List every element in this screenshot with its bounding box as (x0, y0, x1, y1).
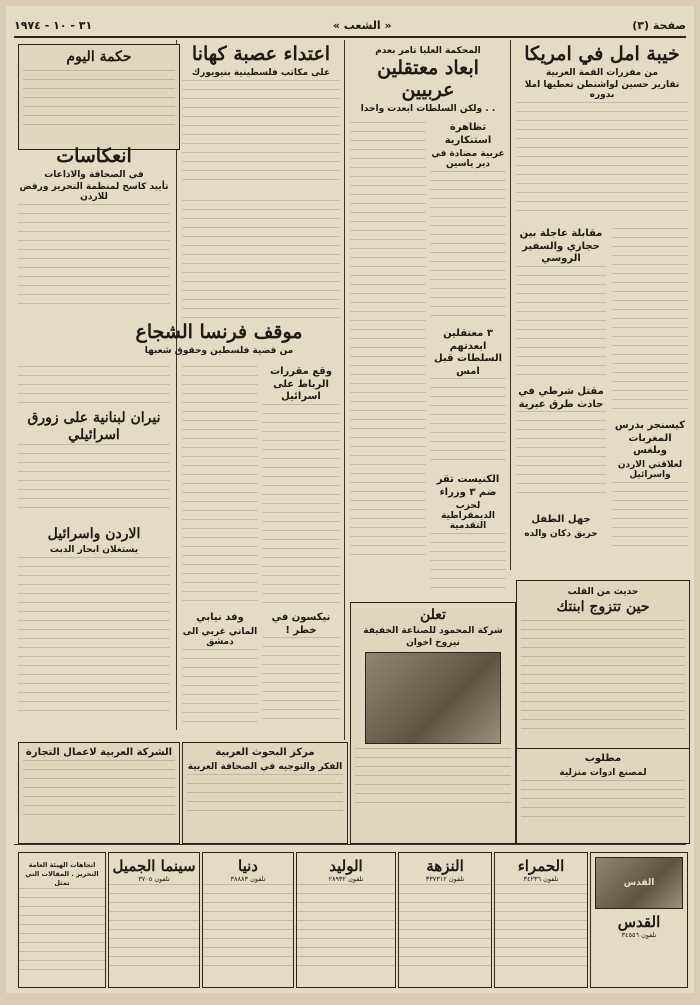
article-kahana (182, 44, 340, 194)
headline-wanted: مطلوب (584, 753, 622, 764)
issue-date: ٣١ - ١٠ - ١٩٧٤ (14, 18, 93, 32)
subhead-america: من مقررات القمة العربية (545, 67, 659, 78)
article-wanted (516, 748, 690, 844)
body-text (495, 884, 587, 970)
footer-ad (18, 852, 106, 988)
subhead2-reflections: تأييد كاسح لمنظمة التحرير ورفض للاردن (19, 181, 169, 202)
headline-clash: مقتل شرطي في حادث طرق عبرية (518, 386, 604, 410)
subhead-arab-office: الفكر والتوجيه في الصحافة العربية (187, 761, 343, 772)
article-child (516, 514, 606, 574)
subhead-reflections: في الصحافة والاذاعات (44, 169, 144, 180)
article-arrests (430, 328, 506, 468)
headline-israelis: ابعاد معتقلين عربيين (377, 57, 479, 101)
article-america (516, 44, 688, 220)
cinema-name-5: سينما الجميل (112, 857, 196, 875)
cinema-ad-2 (398, 852, 492, 988)
article-lebanon (18, 410, 170, 520)
headline-lebanon: نيران لبنانية على زورق اسرائيلي (27, 410, 161, 443)
kicker-israelis: المحكمة العليا تامر بعدم (375, 46, 481, 56)
cinema-phone-3: تلفون ٢٨٩٣٢ (328, 875, 364, 883)
headline-reflections: انعكاسات (56, 146, 132, 167)
cinema-phone-4: تلفون ٣٨٨٨٣ (230, 875, 266, 883)
body-text (182, 366, 258, 606)
cinema-phone-5: تلفون ٣٧٠٥ (138, 875, 170, 883)
article-notice (350, 602, 516, 844)
body-text (612, 228, 688, 414)
article-demo (430, 122, 506, 322)
body-text (18, 366, 170, 406)
headline-notice: تعلن (420, 607, 446, 623)
body-text (430, 378, 506, 468)
article-clash (516, 386, 606, 506)
column-text (18, 366, 170, 406)
headline-arrests: ٣ معتقلين ابعدتهم السلطات قبل امس (433, 328, 503, 377)
headline-nixon: نيكسون في خطر ! (271, 612, 331, 636)
article-rabat (262, 366, 340, 606)
body-text (23, 760, 175, 820)
body-text (516, 102, 688, 214)
headline-rabat: وقع مقررات الرباط على اسرائيل (270, 366, 332, 402)
article-france (98, 322, 340, 362)
headline-knesset: الكنيست تقر ضم ٣ وزراء (436, 474, 500, 498)
body-text (203, 884, 293, 970)
body-text (262, 404, 340, 604)
masthead (14, 14, 686, 38)
headline-arab-office: مركز البحوث العربية (215, 747, 315, 758)
body-text (521, 780, 685, 824)
body-text (516, 266, 606, 376)
subhead-adbox: شركة المحمود للصناعة الخفيفة (363, 625, 503, 636)
headline-delegation: وفد نيابي (196, 612, 244, 623)
body-text (521, 620, 685, 730)
subhead-knesset: لحزب الديمقراطية التقدمية (441, 501, 495, 531)
subhead-france: من قضية فلسطين وحقوق شعبها (144, 345, 294, 356)
subhead-kahana: على مكاتب فلسطينية بنيويورك (191, 67, 331, 78)
headline-jordan: الاردن واسرائيل (47, 526, 141, 542)
article-delegation (182, 612, 258, 732)
newspaper-page (6, 6, 694, 993)
cinema-name-2: النزهة (426, 857, 464, 875)
article-nixon (262, 612, 340, 732)
cinema-ad-0 (590, 852, 688, 988)
cinema-phone-1: تلفون ٣٤٢٣٦ (523, 875, 559, 883)
cinema-name-3: الوليد (329, 857, 363, 875)
body-text (182, 649, 258, 725)
article-israelis (350, 44, 506, 114)
cinema-name-0: القدس (617, 913, 661, 931)
subhead-wanted: لمصنع ادوات منزلية (559, 767, 647, 778)
body-text (182, 200, 340, 318)
article-jordan (18, 526, 170, 736)
body-text (18, 204, 170, 304)
body-text (23, 70, 175, 128)
cinema-logo (595, 857, 683, 909)
kicker-heart: حديث من القلب (567, 587, 639, 597)
body-text (19, 888, 105, 978)
body-text (355, 748, 511, 808)
article-knesset (430, 474, 506, 594)
page-number: صفحة (٣) (632, 18, 686, 32)
body-text (109, 884, 199, 970)
body-text (187, 774, 343, 818)
cinema-phone-0: تلفون ٣٤٥٥٦ (621, 931, 657, 939)
subhead-israelis: . . ولكن السلطات ابعدت واحدا (360, 103, 496, 114)
column-text (182, 200, 340, 318)
cinema-phone-2: تلفون ٣٣٧٣١٢ (425, 875, 465, 883)
subhead-kissinger: لعلاقتي الاردن واسرائيل (617, 459, 683, 480)
article-kissinger (612, 420, 688, 550)
headline-demo: تظاهرة استنكارية (444, 122, 492, 146)
body-text (430, 533, 506, 594)
column-text (350, 122, 426, 562)
footer-ad-text: اتجاهات الهيئة العامة التحرير . المقالات التي تمثل (25, 861, 99, 887)
body-text (18, 444, 170, 514)
cinema-logo-label: القدس (623, 878, 655, 888)
article-arab-office (182, 742, 348, 844)
headline-hikma: حكمة اليوم (66, 49, 132, 65)
subhead-demo: عربية مضادة في دير ياسين (431, 149, 505, 169)
column-text (182, 366, 258, 606)
headline-france: موقف فرنسا الشجاع (135, 322, 303, 343)
headline-heart: حين تتزوج ابنتك (556, 599, 650, 615)
subhead-delegation: الماني غربي الى دمشق (182, 626, 258, 647)
column-text (612, 228, 688, 414)
article-reflections (18, 146, 170, 316)
headline-america: خيبة امل في امريكا (524, 44, 680, 65)
body-text (297, 884, 395, 970)
headline-trade: الشركة العربية لاعمال التجارة (25, 747, 173, 758)
article-hikma (18, 44, 180, 150)
body-text (182, 80, 340, 184)
body-text (612, 482, 688, 551)
cinema-name-1: الحمراء (517, 857, 565, 875)
headline-kahana: اعتداء عصبة كهانا (191, 44, 331, 65)
headline-child: جهل الطفل (531, 514, 591, 525)
body-text (516, 411, 606, 497)
body-text (262, 637, 340, 727)
body-text (399, 884, 491, 970)
cinema-name-4: دنيا (238, 857, 258, 875)
headline-meeting: مقابلة عاجلة بين حجازي والسفير الروسي (519, 228, 603, 264)
scaffold-photo (365, 652, 501, 744)
paper-name: « الشعب » (332, 18, 392, 32)
headline-kissinger: كيسنجر بدرس المغربات وبلغس (614, 420, 686, 456)
body-text (430, 171, 506, 321)
subhead-child: حريق دكان والده (524, 528, 598, 539)
subhead-jordan: يستغلان ابحار الدبت (49, 544, 139, 555)
cinema-ad-5 (108, 852, 200, 988)
subhead2-adbox: نيروخ اخوان (406, 637, 460, 648)
cinema-ad-1 (494, 852, 588, 988)
subhead2-america: تقارير حسين لواشنطن تعطيها املا بدوره (524, 79, 680, 100)
article-meeting (516, 228, 606, 378)
article-trade (18, 742, 180, 844)
body-text (18, 557, 170, 717)
cinema-ad-4 (202, 852, 294, 988)
article-heart (516, 580, 690, 750)
cinema-ad-3 (296, 852, 396, 988)
body-text (350, 122, 426, 562)
